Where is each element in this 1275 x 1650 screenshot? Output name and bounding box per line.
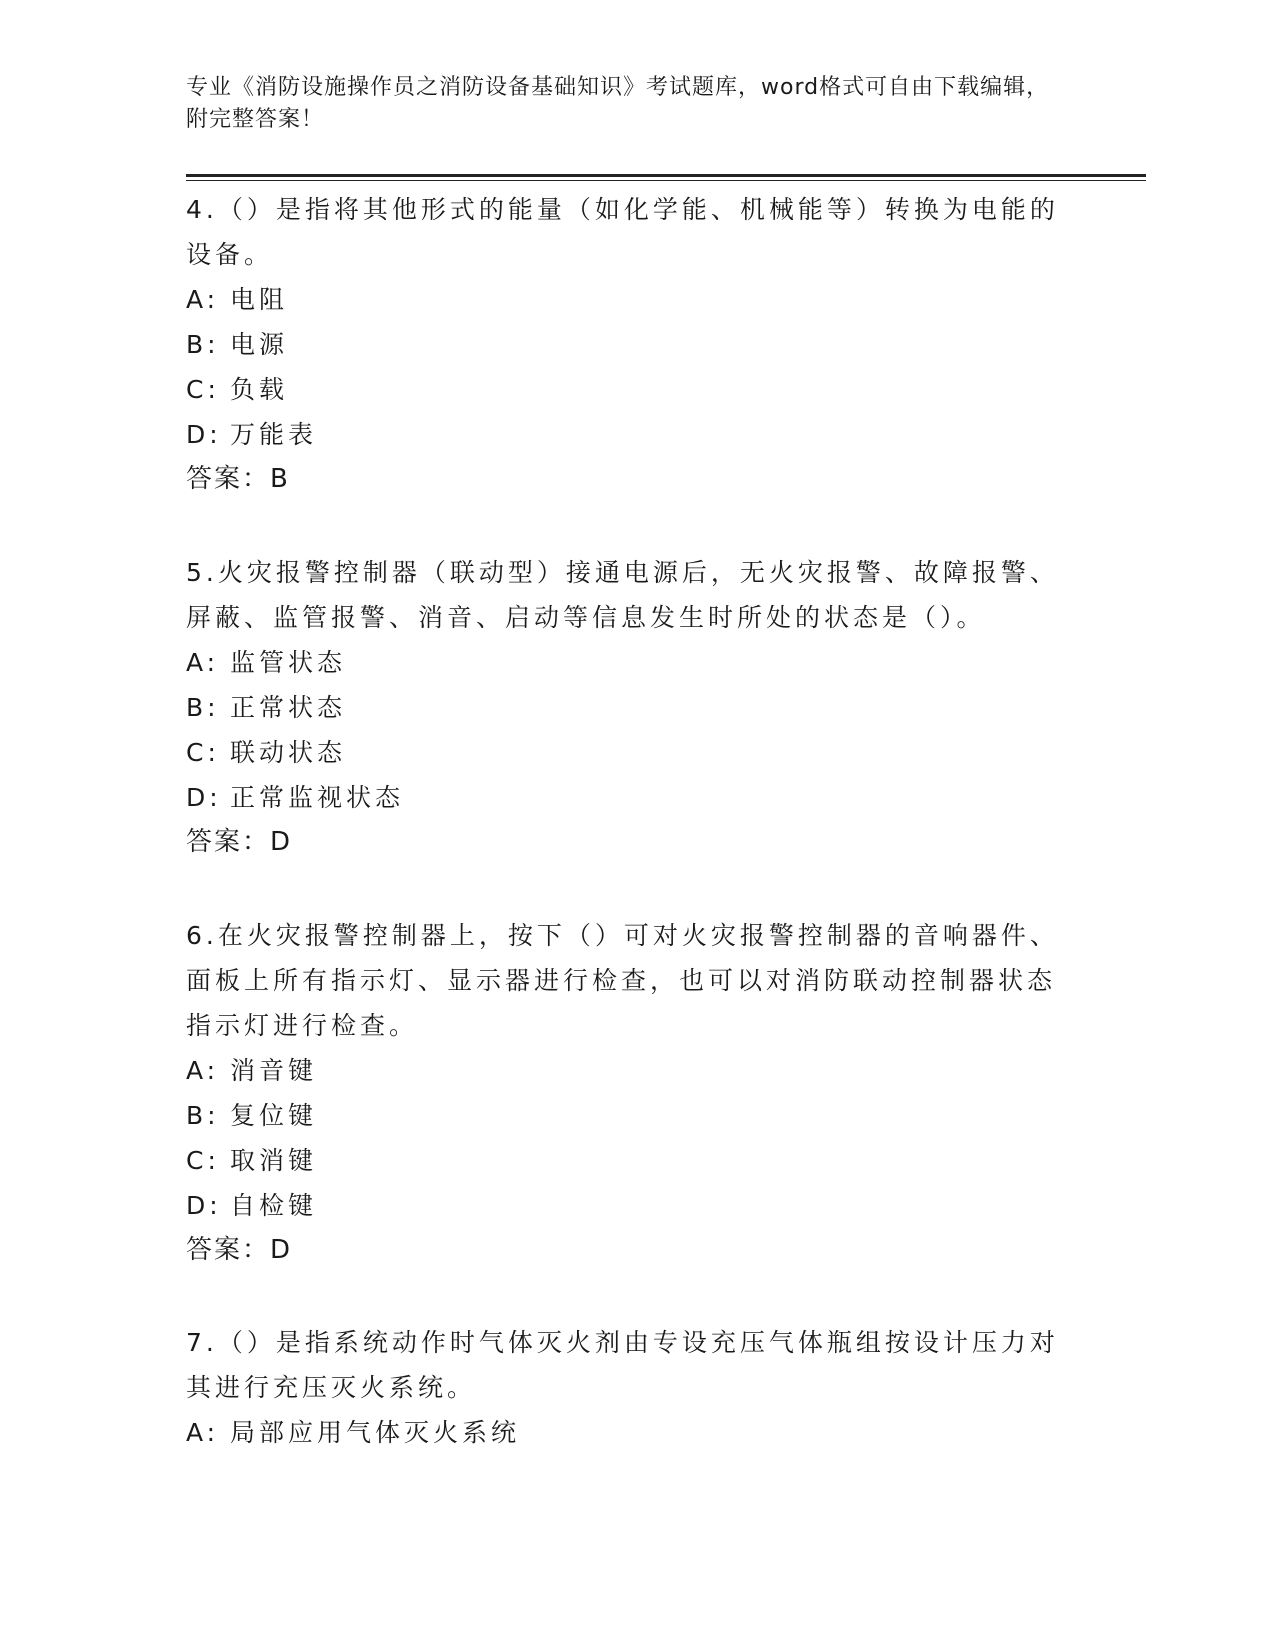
option-text: 消音键 (230, 1056, 318, 1085)
option-text: 局部应用气体灭火系统 (230, 1418, 521, 1447)
option-b (186, 322, 1066, 367)
option-a (186, 1048, 1066, 1093)
option-text: 万能表 (230, 420, 318, 449)
header-rule (186, 174, 1146, 177)
question-5 (186, 550, 1066, 865)
option-text: 监管状态 (230, 648, 347, 677)
option-key: B: (186, 330, 220, 359)
option-text: 自检键 (230, 1191, 318, 1220)
option-text: 正常状态 (230, 693, 347, 722)
question-stem: 6.在火灾报警控制器上，按下（）可对火灾报警控制器的音响器件、面板上所有指示灯、显示器进行检查，也可以对消防联动控制器状态指示灯进行检查。 (186, 921, 1059, 1040)
question-stem: 7.（）是指系统动作时气体灭火剂由专设充压气体瓶组按设计压力对其进行充压灭火系统。 (186, 1328, 1059, 1402)
option-a (186, 277, 1066, 322)
header-rule-thin (186, 180, 1146, 181)
option-text: 联动状态 (230, 738, 347, 767)
option-key: C: (186, 738, 220, 767)
option-c (186, 367, 1066, 412)
question-stem: 4.（）是指将其他形式的能量（如化学能、机械能等）转换为电能的设备。 (186, 195, 1059, 269)
option-key: A: (186, 1418, 220, 1447)
option-text: 电阻 (230, 285, 289, 314)
document-header: 专业《消防设施操作员之消防设备基础知识》考试题库，word格式可自由下载编辑，附完整答案！ (186, 75, 1050, 132)
answer-line: 答案：D (186, 1235, 293, 1265)
option-key: B: (186, 693, 220, 722)
option-text: 负载 (230, 375, 289, 404)
option-key: A: (186, 648, 220, 677)
option-b (186, 685, 1066, 730)
question-stem: 5.火灾报警控制器（联动型）接通电源后，无火灾报警、故障报警、屏蔽、监管报警、消音、启动等信息发生时所处的状态是（）。 (186, 558, 1059, 632)
option-key: D: (186, 1191, 222, 1220)
option-a (186, 640, 1066, 685)
option-text: 复位键 (230, 1101, 318, 1130)
question-6 (186, 913, 1066, 1273)
option-c (186, 730, 1066, 775)
option-d (186, 775, 1066, 820)
option-text: 正常监视状态 (230, 783, 405, 812)
option-b (186, 1093, 1066, 1138)
option-key: A: (186, 1056, 220, 1085)
option-text: 取消键 (230, 1146, 318, 1175)
option-a (186, 1410, 1066, 1455)
question-4 (186, 187, 1066, 502)
option-d (186, 412, 1066, 457)
question-7 (186, 1320, 1066, 1455)
option-c (186, 1138, 1066, 1183)
option-d (186, 1183, 1066, 1228)
option-text: 电源 (230, 330, 289, 359)
option-key: A: (186, 285, 220, 314)
option-key: C: (186, 1146, 220, 1175)
option-key: C: (186, 375, 220, 404)
answer-line: 答案：B (186, 464, 290, 494)
option-key: D: (186, 420, 222, 449)
option-key: D: (186, 783, 222, 812)
option-key: B: (186, 1101, 220, 1130)
answer-line: 答案：D (186, 827, 293, 857)
